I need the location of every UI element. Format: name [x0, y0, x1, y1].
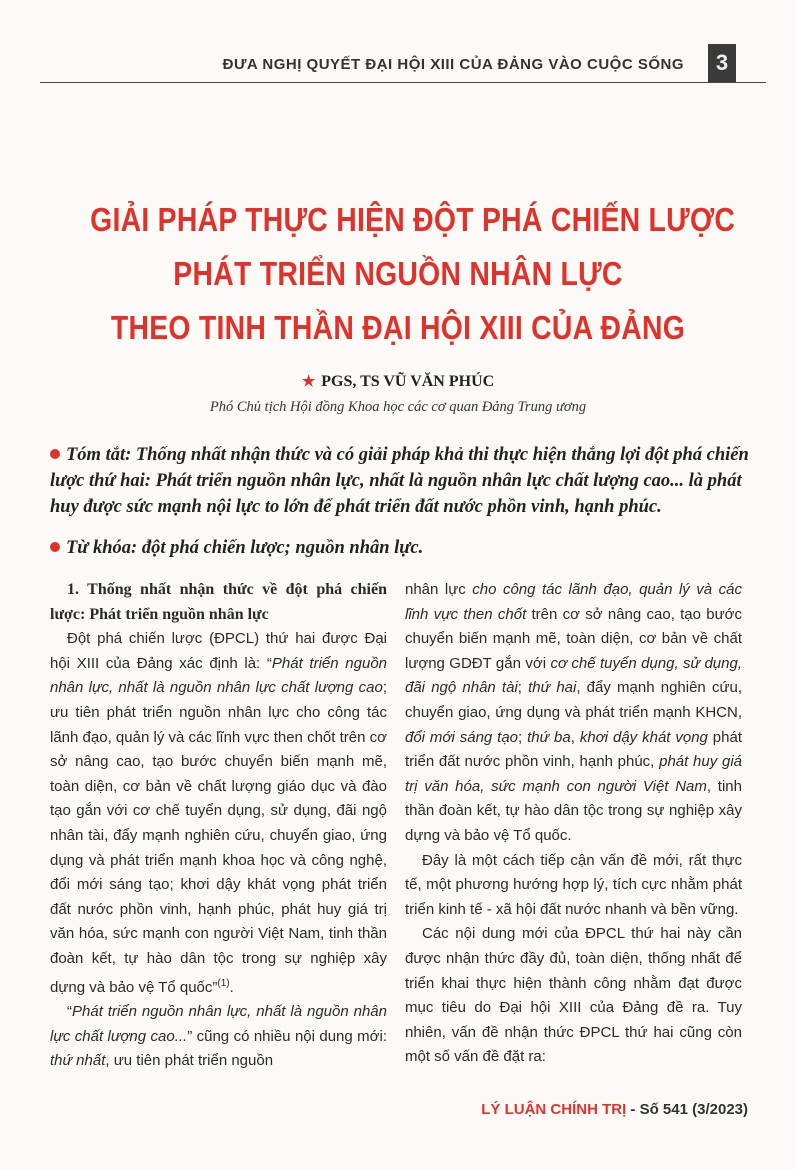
emphasis: Phát triển nguồn nhân lực, nhất là nguồn nhân lực chất lượng cao...: [50, 1003, 387, 1045]
emphasis: thứ ba: [527, 728, 571, 746]
paragraph: [405, 578, 742, 849]
text-run: Đột phá chiến lược (ĐPCL) thứ hai được Đại hội XIII của Đảng xác định là: “: [50, 630, 387, 672]
emphasis: phát huy giá trị văn hóa, sức mạnh con người Việt Nam: [405, 753, 743, 795]
text-run: ;: [517, 679, 529, 697]
emphasis: khơi dậy khát vọng: [579, 728, 708, 746]
issue-number: - Số 541 (3/2023): [626, 1101, 748, 1118]
text-run: , tinh thần đoàn kết, tự hào dân tộc trong sự nghiệp xây dựng và bảo vệ Tổ quốc.: [405, 777, 742, 844]
abstract-text: Tóm tắt: Thống nhất nhận thức và có giải pháp khả thi thực hiện thắng lợi đột phá chiến lược thứ hai: Phát triển nguồn nhân lực, nhất là nguồn nhân lực chất lượng cao... là phát huy được sức mạnh nội lực to lớn để phát triển đất nước phồn vinh, hạnh phúc.: [50, 445, 749, 517]
title-line-2: PHÁT TRIỂN NGUỒN NHÂN LỰC: [173, 255, 623, 292]
title-line-1: GIẢI PHÁP THỰC HIỆN ĐỘT PHÁ CHIẾN LƯỢC: [90, 201, 736, 238]
text-run: , ưu tiên phát triển nguồn: [105, 1052, 274, 1070]
header-rule: [40, 82, 766, 83]
text-run: phát triển đất nước phồn vinh, hạnh phúc,: [405, 728, 742, 771]
section-heading: 1. Thống nhất nhận thức về đột phá chiến lược: Phát triển nguồn nhân lực: [50, 581, 387, 623]
text-run: ,: [570, 728, 580, 746]
emphasis: cơ chế tuyển dụng, sử dụng, đãi ngộ nhân tài: [405, 654, 742, 697]
emphasis: thứ hai: [528, 679, 577, 697]
footnote-ref: (1): [217, 977, 230, 989]
paragraph: [50, 1000, 387, 1074]
author-affiliation: Phó Chủ tịch Hội đồng Khoa học các cơ quan Đảng Trung ương: [209, 399, 587, 415]
page-number: 3: [708, 44, 736, 82]
journal-name: LÝ LUẬN CHÍNH TRỊ: [481, 1101, 627, 1118]
text-run: ” cũng có nhiều nội dung mới:: [187, 1027, 387, 1045]
emphasis: cho công tác lãnh đạo, quản lý và các lĩnh vực then chốt: [405, 581, 742, 623]
keywords-text: Từ khóa: đột phá chiến lược; nguồn nhân lực.: [66, 538, 424, 558]
emphasis: đổi mới sáng tạo: [405, 728, 519, 746]
bullet-icon: [50, 542, 60, 552]
author-name: PGS, TS VŨ VĂN PHÚC: [321, 373, 495, 390]
article-title: [40, 193, 756, 355]
footer: [350, 1098, 748, 1122]
paragraph: Đây là một cách tiếp cận vấn đề mới, rất thực tế, một phương hướng hợp lý, tích cực nhằm phát triển kinh tế - xã hội đất nước nhanh và bền vững.: [405, 851, 742, 918]
star-icon: ★: [301, 374, 316, 390]
keywords: [50, 535, 762, 561]
text-run: trên cơ sở nâng cao, tạo bước chuyển biến mạnh mẽ, toàn diện, cơ bản về chất lượng GDĐT gắn với: [405, 605, 742, 672]
author-line: [0, 372, 796, 391]
emphasis: Phát triển nguồn nhân lực, nhất là nguồn nhân lực chất lượng cao: [50, 654, 388, 697]
bullet-icon: [50, 449, 60, 459]
abstract: [50, 442, 762, 520]
title-line-3: THEO TINH THẦN ĐẠI HỘI XIII CỦA ĐẢNG: [110, 309, 686, 346]
emphasis: thứ nhất: [50, 1052, 106, 1070]
right-column: [405, 578, 742, 1070]
text-run: .: [229, 978, 234, 996]
paragraph: Các nội dung mới của ĐPCL thứ hai này cần được nhận thức đầy đủ, toàn diện, thống nhất để triển khai thực hiện thành công nhằm đạt được mục tiêu do Đại hội XIII của Đảng đề ra. Tuy nhiên, vấn đề nhận thức ĐPCL thứ hai cũng còn một số vấn đề đặt ra:: [405, 925, 742, 1066]
text-run: , đẩy mạnh nghiên cứu, chuyển giao, ứng dụng và phát triển mạnh KHCN,: [405, 679, 743, 721]
text-run: “: [67, 1003, 72, 1021]
text-run: ;: [518, 728, 528, 746]
text-run: nhân lực: [405, 581, 473, 598]
text-run: ; ưu tiên phát triển nguồn nhân lực cho công tác lãnh đạo, quản lý và các lĩnh vực then chốt trên cơ sở nâng cao, tạo bước chuyển biến mạnh mẽ, toàn diện, cơ bản về chất lượng giáo dục và đào tạo gắn với cơ chế tuyển dụng, sử dụng, đãi ngộ nhân tài, đẩy mạnh nghiên cứu, chuyển giao, ứng dụng và phát triển mạnh khoa học và công nghệ, đổi mới sáng tạo; khơi dậy khát vọng phát triển đất nước phồn vinh, hạnh phúc, phát huy giá trị văn hóa, sức mạnh con người Việt Nam, tinh thần đoàn kết, tự hào dân tộc trong sự nghiệp xây dựng và bảo vệ Tổ quốc”: [50, 679, 387, 996]
running-header-title: ĐƯA NGHỊ QUYẾT ĐẠI HỘI XIII CỦA ĐẢNG VÀO CUỘC SỐNG: [222, 56, 684, 73]
left-column: [50, 578, 387, 1074]
paragraph: [50, 627, 387, 1000]
